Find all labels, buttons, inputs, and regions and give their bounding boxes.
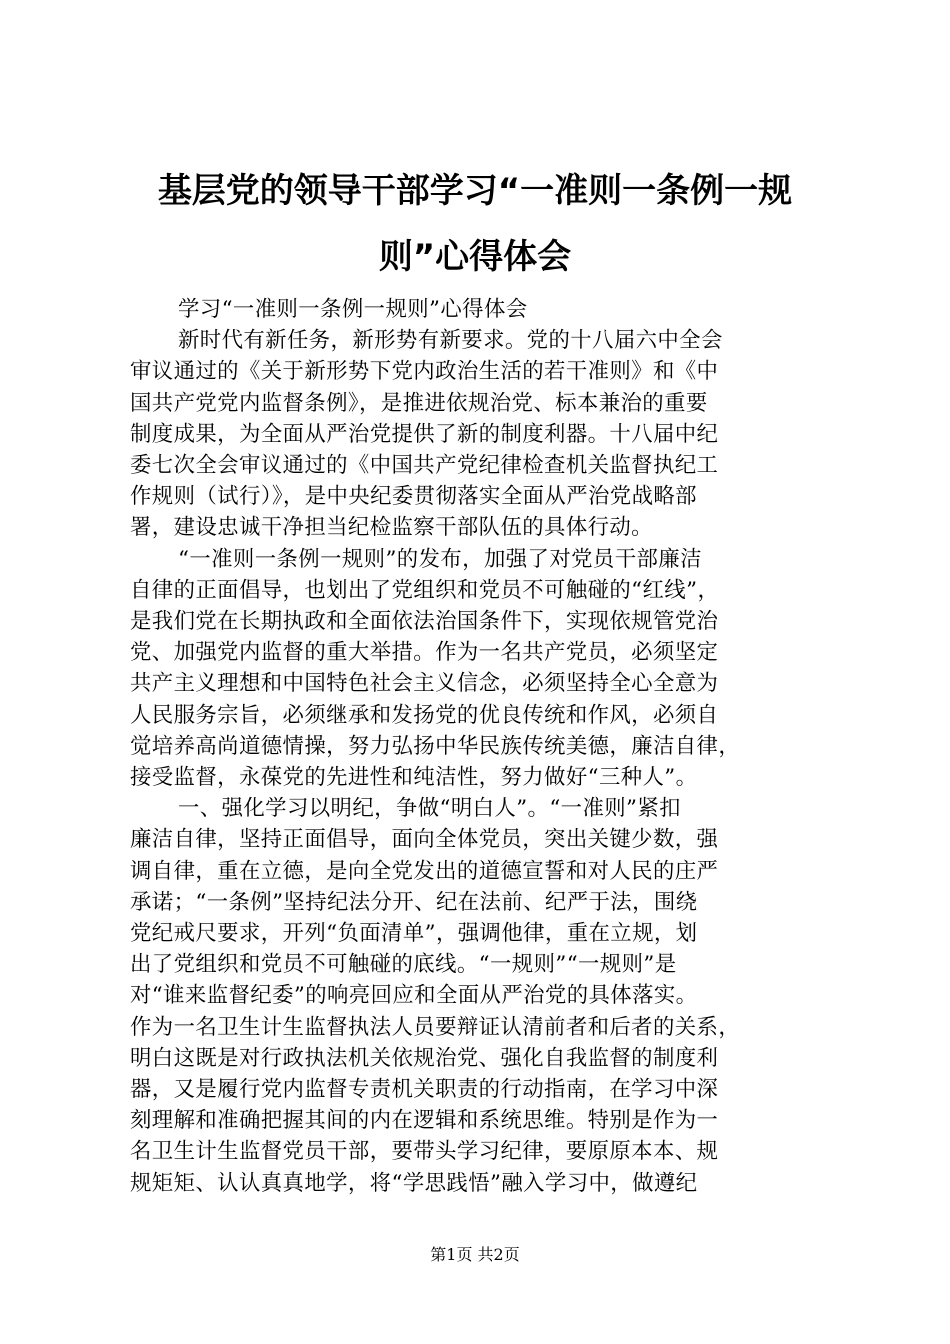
page-footer: 第1页 共2页 [430, 1245, 520, 1264]
body-line: 学习“一准则一条例一规则”心得体会 [178, 297, 528, 322]
body-line: 刻理解和准确把握其间的内在逻辑和系统思维。特别是作为一 [130, 1108, 719, 1134]
body-line: 接受监督，永葆党的先进性和纯洁性，努力做好“三种人”。 [130, 765, 698, 791]
body-line: 名卫生计生监督党员干部，要带头学习纪律，要原原本本、规 [130, 1139, 719, 1165]
body-line: 作为一名卫生计生监督执法人员要辩证认清前者和后者的关系， [130, 1014, 741, 1040]
body-line: 器，又是履行党内监督专责机关职责的行动指南，在学习中深 [130, 1077, 719, 1103]
body-line: 制度成果，为全面从严治党提供了新的制度利器。十八届中纪 [130, 421, 719, 447]
body-line: 是我们党在长期执政和全面依法治国条件下，实现依规管党治 [130, 609, 719, 635]
body-line: 署，建设忠诚干净担当纪检监察干部队伍的具体行动。 [130, 515, 653, 541]
body-line: 对“谁来监督纪委”的响亮回应和全面从严治党的具体落实。 [130, 983, 698, 1009]
body-line: 廉洁自律，坚持正面倡导，面向全体党员，突出关键少数，强 [130, 827, 719, 853]
body-line: 共产主义理想和中国特色社会主义信念，必须坚持全心全意为 [130, 671, 719, 697]
body-line: 一、强化学习以明纪，争做“明白人”。“一准则”紧扣 [178, 796, 681, 822]
document-title [80, 158, 870, 290]
body-line: 自律的正面倡导，也划出了党组织和党员不可触碰的“红线”， [130, 577, 720, 603]
title-line-2: 则”心得体会 [378, 237, 572, 277]
body-line: 规矩矩、认认真真地学，将“学思践悟”融入学习中，做遵纪 [130, 1170, 698, 1196]
body-line: 国共产党党内监督条例》，是推进依规治党、标本兼治的重要 [130, 390, 708, 416]
document-body [130, 294, 832, 1199]
body-line: 委七次全会审议通过的《中国共产党纪律检查机关监督执纪工 [130, 453, 719, 479]
body-line: 作规则（试行）》，是中央纪委贯彻落实全面从严治党战略部 [130, 484, 697, 510]
title-line-1: 基层党的领导干部学习“一准则一条例一规 [157, 171, 793, 211]
body-line: 审议通过的《关于新形势下党内政治生活的若干准则》和《中 [130, 359, 719, 385]
body-line: 调自律，重在立德，是向全党发出的道德宣誓和对人民的庄严 [130, 858, 719, 884]
body-line: 明白这既是对行政执法机关依规治党、强化自我监督的制度利 [130, 1045, 719, 1071]
body-line: 党纪戒尺要求，开列“负面清单”，强调他律，重在立规，划 [130, 921, 698, 947]
body-line: “一准则一条例一规则”的发布，加强了对党员干部廉洁 [178, 546, 702, 572]
body-line: 人民服务宗旨，必须继承和发扬党的优良传统和作风，必须自 [130, 702, 719, 728]
body-line: 新时代有新任务，新形势有新要求。党的十八届六中全会 [178, 328, 723, 354]
body-line: 承诺；“一条例”坚持纪法分开、纪在法前、纪严于法，围绕 [130, 889, 698, 915]
body-line: 党、加强党内监督的重大举措。作为一名共产党员，必须坚定 [130, 640, 719, 666]
body-line: 觉培养高尚道德情操，努力弘扬中华民族传统美德，廉洁自律， [130, 733, 741, 759]
body-line: 出了党组织和党员不可触碰的底线。“一规则”“一规则”是 [130, 952, 677, 978]
